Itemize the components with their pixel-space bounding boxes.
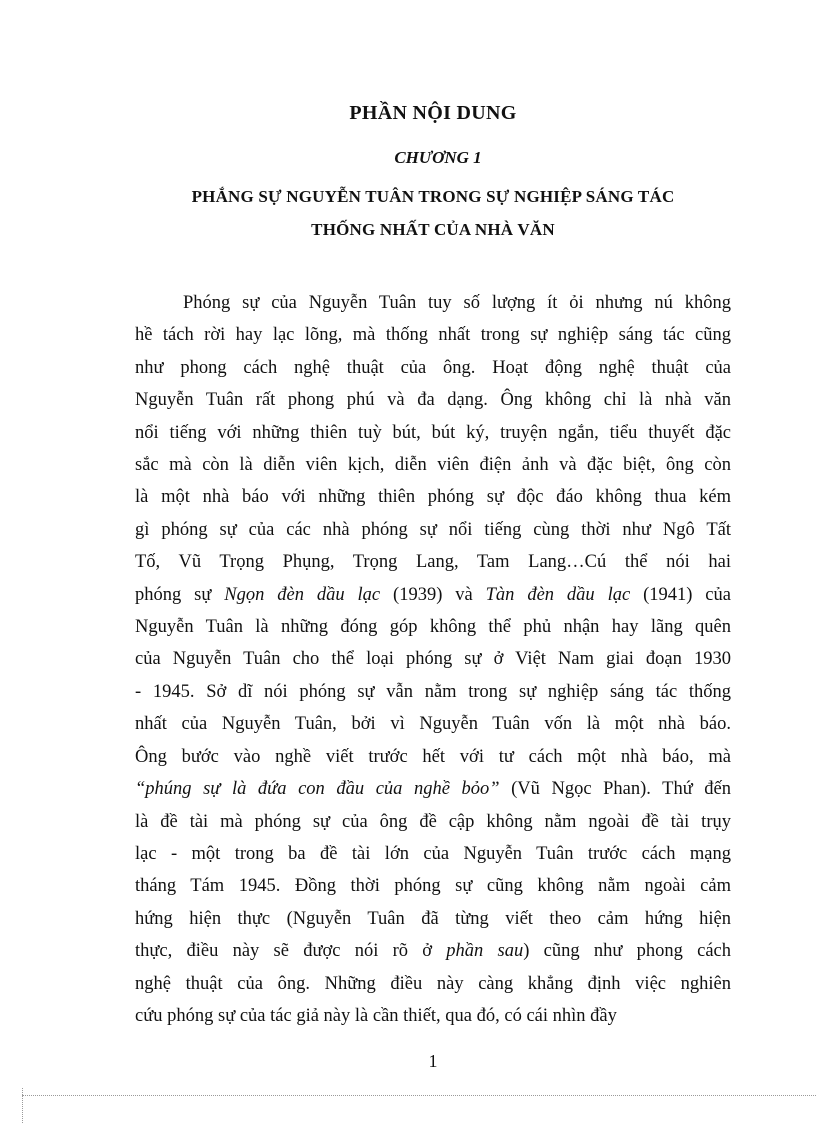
text-line: nhất của Nguyễn Tuân, bởi vì Nguyễn Tuân vốn là một nhà báo. <box>135 714 731 735</box>
quotation: “phúng sự là đứa con đầu của nghề bỏo” <box>135 779 500 800</box>
text-line: Nguyễn Tuân là những đóng góp không thể phủ nhận hay lãng quên <box>135 617 731 638</box>
text-run: thực, điều này sẽ được nói rõ ở <box>135 941 447 962</box>
text-line: hứng hiện thực (Nguyễn Tuân đã từng viết theo cảm hứng hiện <box>135 908 731 929</box>
text-run: (Vũ Ngọc Phan). Thứ đến <box>499 779 731 800</box>
work-title-tan-den-dau-lac: Tàn đèn dầu lạc <box>485 584 631 605</box>
text-line: như phong cách nghệ thuật của ông. Hoạt động nghệ thuật của <box>135 357 731 378</box>
text-run: (1939) và <box>380 584 486 605</box>
page-number: 1 <box>428 1051 438 1071</box>
page-border-left <box>22 1088 23 1123</box>
text-line: Tố, Vũ Trọng Phụng, Trọng Lang, Tam Lang…Cú thể nói hai <box>135 552 731 573</box>
emphasis: phần sau <box>446 941 524 962</box>
text-line: lạc - một trong ba đề tài lớn của Nguyễn Tuân trước cách mạng <box>135 843 731 864</box>
text-run: phóng sự <box>135 584 225 605</box>
chapter-title-line-1: PHẮNG SỰ NGUYỄN TUÂN TRONG SỰ NGHIỆP SÁNG TÁC <box>191 187 675 206</box>
text-line <box>135 935 731 967</box>
text-line <box>135 773 731 805</box>
text-run: (1941) của <box>630 584 731 605</box>
text-line: tháng Tám 1945. Đồng thời phóng sự cũng không nằm ngoài cảm <box>135 876 731 897</box>
chapter-title-line-2: THỐNG NHẤT CỦA NHÀ VĂN <box>311 220 555 239</box>
text-run: ) cũng như phong cách <box>523 941 731 962</box>
text-line: là một nhà báo với những thiên phóng sự độc đáo không thua kém <box>135 487 731 508</box>
text-line: hề tách rời hay lạc lõng, mà thống nhất trong sự nghiệp sáng tác cũng <box>135 325 731 346</box>
text-line: cứu phóng sự của tác giả này là cần thiết, qua đó, có cái nhìn đầy <box>135 1005 617 1026</box>
text-line: nghệ thuật của ông. Những điều này càng khẳng định việc nghiên <box>135 973 731 994</box>
text-line: Ông bước vào nghề viết trước hết với tư cách một nhà báo, mà <box>135 746 731 767</box>
work-title-ngon-den-dau-lac: Ngọn đèn dầu lạc <box>224 584 381 605</box>
section-heading: PHẦN NỘI DUNG <box>349 102 517 124</box>
page-border-bottom <box>22 1095 816 1096</box>
body-paragraph <box>135 287 731 1032</box>
text-line: Phóng sự của Nguyễn Tuân tuy số lượng ít ỏi nhưng nú không <box>183 293 731 313</box>
text-line: gì phóng sự của các nhà phóng sự nổi tiếng cùng thời như Ngô Tất <box>135 519 731 540</box>
text-line: là đề tài mà phóng sự của ông đề cập không nằm ngoài đề tài trụy <box>135 811 731 832</box>
text-line: sắc mà còn là diễn viên kịch, diễn viên điện ảnh và đặc biệt, ông còn <box>135 455 731 476</box>
text-line: - 1945. Sở dĩ nói phóng sự vẫn nằm trong sự nghiệp sáng tác thống <box>135 681 731 702</box>
text-line: nổi tiếng với những thiên tuỳ bút, bút ký, truyện ngắn, tiểu thuyết đặc <box>135 422 731 443</box>
text-line: của Nguyễn Tuân cho thể loại phóng sự ở Việt Nam giai đoạn 1930 <box>135 649 731 670</box>
chapter-label: CHƯƠNG 1 <box>394 148 482 167</box>
text-line <box>135 579 731 611</box>
text-line: Nguyễn Tuân rất phong phú và đa dạng. Ông không chỉ là nhà văn <box>135 390 731 411</box>
